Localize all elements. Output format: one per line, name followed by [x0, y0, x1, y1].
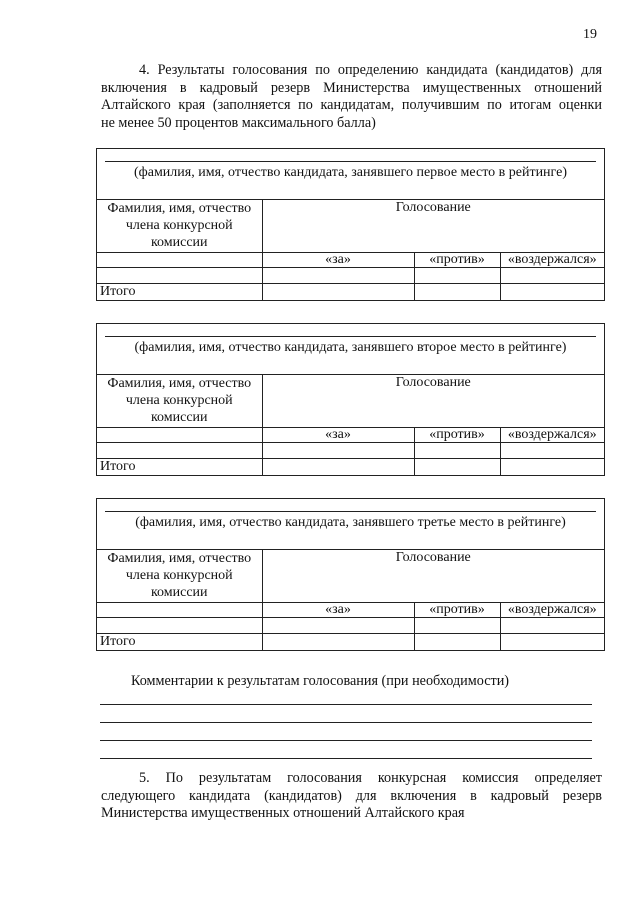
vote-cell[interactable]: [262, 617, 414, 633]
section-5-line: следующего кандидата (кандидатов) для включения в кадровый резерв: [101, 787, 602, 804]
member-cell[interactable]: [97, 427, 262, 442]
candidate-name-field[interactable]: [97, 499, 604, 550]
total-cell[interactable]: [500, 283, 604, 300]
candidate-caption: (фамилия, имя, отчество кандидата, занявшего второе место в рейтинге): [134, 340, 567, 355]
option-abstain: «воздержался»: [500, 602, 604, 617]
vote-cell[interactable]: [262, 267, 414, 283]
candidate-name-line: [105, 336, 596, 337]
total-cell[interactable]: [414, 283, 500, 300]
member-cell[interactable]: [97, 252, 262, 267]
voting-grid: [97, 375, 604, 475]
vote-cell[interactable]: [262, 442, 414, 458]
member-header: Фамилия, имя, отчество члена конкурсной комиссии: [97, 200, 262, 252]
candidate-caption: (фамилия, имя, отчество кандидата, занявшего третье место в рейтинге): [135, 515, 566, 530]
candidate-name-field[interactable]: [97, 149, 604, 200]
option-for: «за»: [262, 252, 414, 267]
vote-cell[interactable]: [500, 267, 604, 283]
total-cell[interactable]: [414, 633, 500, 650]
total-cell[interactable]: [262, 633, 414, 650]
total-cell[interactable]: [500, 458, 604, 475]
total-cell[interactable]: [262, 458, 414, 475]
option-against: «против»: [414, 602, 500, 617]
total-cell[interactable]: [414, 458, 500, 475]
voting-header: Голосование: [262, 375, 604, 427]
voting-grid: [97, 200, 604, 300]
candidate-name-line: [105, 511, 596, 512]
option-against: «против»: [414, 427, 500, 442]
voting-header: Голосование: [262, 550, 604, 602]
vote-cell[interactable]: [414, 442, 500, 458]
option-abstain: «воздержался»: [500, 252, 604, 267]
voting-header: Голосование: [262, 200, 604, 252]
vote-cell[interactable]: [414, 267, 500, 283]
section-4-line: не менее 50 процентов максимального балла): [101, 114, 376, 131]
member-cell[interactable]: [97, 602, 262, 617]
comment-line-1[interactable]: [100, 704, 592, 705]
option-abstain: «воздержался»: [500, 427, 604, 442]
voting-table-second-place: [96, 323, 605, 476]
option-against: «против»: [414, 252, 500, 267]
comment-line-3[interactable]: [100, 740, 592, 741]
member-cell[interactable]: [97, 442, 262, 458]
section-4-paragraph: [101, 62, 602, 132]
section-5-paragraph: [101, 770, 602, 823]
total-label: Итого: [97, 458, 262, 475]
page-number: 19: [583, 27, 597, 42]
member-cell[interactable]: [97, 617, 262, 633]
section-5-line: Министерства имущественных отношений Алтайского края: [101, 805, 465, 822]
voting-table-third-place: [96, 498, 605, 651]
vote-cell[interactable]: [500, 442, 604, 458]
section-4-line: 4. Результаты голосования по определению кандидата (кандидатов) для: [139, 62, 602, 78]
total-cell[interactable]: [262, 283, 414, 300]
member-cell[interactable]: [97, 267, 262, 283]
vote-cell[interactable]: [500, 617, 604, 633]
total-label: Итого: [97, 633, 262, 650]
section-5-line: 5. По результатам голосования конкурсная комиссия определяет: [139, 770, 602, 786]
member-header: Фамилия, имя, отчество члена конкурсной комиссии: [97, 550, 262, 602]
voting-grid: [97, 550, 604, 650]
vote-cell[interactable]: [414, 617, 500, 633]
option-for: «за»: [262, 602, 414, 617]
member-header: Фамилия, имя, отчество члена конкурсной комиссии: [97, 375, 262, 427]
comments-title: Комментарии к результатам голосования (при необходимости): [130, 673, 510, 689]
total-label: Итого: [97, 283, 262, 300]
total-cell[interactable]: [500, 633, 604, 650]
option-for: «за»: [262, 427, 414, 442]
section-4-line: включения в кадровый резерв Министерства имущественных отношений: [101, 79, 602, 96]
comment-line-2[interactable]: [100, 722, 592, 723]
voting-table-first-place: [96, 148, 605, 301]
candidate-name-field[interactable]: [97, 324, 604, 375]
section-4-line: Алтайского края (заполняется по кандидатам, получившим по итогам оценки: [101, 97, 602, 114]
candidate-caption: (фамилия, имя, отчество кандидата, занявшего первое место в рейтинге): [134, 165, 567, 180]
comment-line-4[interactable]: [100, 758, 592, 759]
candidate-name-line: [105, 161, 596, 162]
